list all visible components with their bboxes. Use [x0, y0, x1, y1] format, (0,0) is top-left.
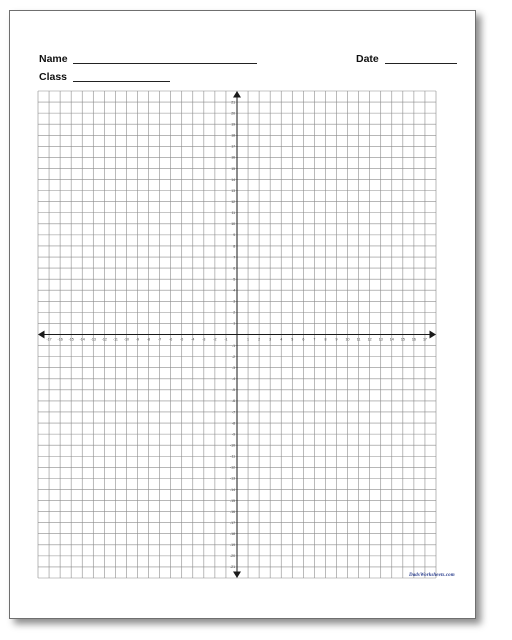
x-tick-label: -14	[79, 337, 85, 342]
x-axis-arrow-right	[430, 331, 437, 339]
y-tick-label: -4	[231, 377, 236, 382]
x-tick-label: 14	[389, 337, 394, 342]
y-tick-label: 2	[233, 310, 236, 315]
y-tick-label: -3	[231, 366, 236, 371]
y-tick-label: 10	[231, 222, 236, 227]
x-tick-label: -13	[90, 337, 96, 342]
x-tick-label: -1	[224, 337, 228, 342]
y-tick-label: 6	[233, 266, 236, 271]
x-tick-label: -2	[213, 337, 217, 342]
y-tick-label: 15	[231, 166, 236, 171]
x-tick-label: 11	[356, 337, 361, 342]
y-tick-label: 7	[233, 255, 236, 260]
x-tick-label: 15	[400, 337, 405, 342]
y-tick-label: -7	[231, 410, 236, 415]
x-tick-label: 13	[378, 337, 383, 342]
x-tick-label: 6	[302, 337, 305, 342]
x-tick-label: 8	[324, 337, 327, 342]
x-tick-label: -17	[46, 337, 52, 342]
x-tick-label: -16	[57, 337, 63, 342]
y-tick-label: -13	[229, 476, 236, 481]
y-tick-label: -8	[231, 421, 236, 426]
y-tick-label: -18	[229, 532, 236, 537]
y-tick-label: -12	[229, 465, 236, 470]
y-tick-label: 8	[233, 244, 236, 249]
worksheet-page	[9, 10, 476, 619]
y-tick-label: 9	[233, 233, 236, 238]
y-tick-label: 4	[233, 288, 236, 293]
x-tick-label: 16	[411, 337, 416, 342]
x-tick-label: 1	[247, 337, 250, 342]
x-tick-label: 7	[313, 337, 316, 342]
y-tick-label: -9	[231, 432, 236, 437]
y-axis-arrow-down	[233, 572, 241, 579]
y-tick-label: -11	[230, 454, 236, 459]
y-tick-label: -17	[229, 520, 236, 525]
y-tick-label: 5	[233, 277, 236, 282]
x-tick-label: -4	[191, 337, 195, 342]
y-tick-label: -21	[229, 565, 236, 570]
y-tick-label: -1	[231, 343, 236, 348]
y-tick-label: 18	[231, 133, 236, 138]
x-tick-label: -7	[158, 337, 162, 342]
y-tick-label: -5	[231, 388, 236, 393]
name-label: Name	[39, 53, 68, 65]
y-tick-label: -16	[229, 509, 236, 514]
y-tick-label: -6	[231, 399, 236, 404]
coordinate-plane	[10, 11, 475, 618]
x-tick-label: 10	[345, 337, 350, 342]
y-tick-label: -14	[229, 487, 236, 492]
y-tick-label: 16	[231, 155, 236, 160]
y-tick-label: -2	[231, 354, 236, 359]
x-tick-label: -9	[135, 337, 140, 342]
x-tick-label: 9	[335, 337, 338, 342]
y-tick-label: -10	[229, 443, 236, 448]
y-tick-label: -20	[229, 554, 236, 559]
x-tick-label: 17	[422, 337, 427, 342]
y-tick-label: 17	[231, 144, 236, 149]
x-tick-label: -3	[202, 337, 206, 342]
x-tick-label: -15	[68, 337, 74, 342]
y-tick-label: -15	[229, 498, 236, 503]
x-axis-arrow-left	[38, 331, 45, 339]
x-tick-label: 12	[367, 337, 372, 342]
date-label: Date	[356, 53, 379, 65]
x-tick-label: 3	[269, 337, 272, 342]
y-tick-label: 3	[233, 299, 236, 304]
y-tick-label: 12	[231, 199, 236, 204]
x-tick-label: 4	[280, 337, 283, 342]
x-tick-label: -10	[123, 337, 130, 342]
x-tick-label: -11	[112, 337, 118, 342]
x-tick-label: -6	[169, 337, 173, 342]
y-tick-label: 1	[233, 321, 236, 326]
y-axis-arrow-up	[233, 91, 241, 98]
y-tick-label: 20	[231, 111, 236, 116]
x-tick-label: 5	[291, 337, 294, 342]
x-tick-label: 2	[258, 337, 261, 342]
y-tick-label: 21	[231, 100, 236, 105]
class-label: Class	[39, 71, 68, 83]
x-tick-label: -8	[146, 337, 151, 342]
y-tick-label: 19	[231, 122, 236, 127]
y-tick-label: 11	[231, 211, 236, 216]
y-tick-label: -19	[229, 543, 236, 548]
x-tick-label: -5	[180, 337, 184, 342]
brand-logo: DadsWorksheets.com	[409, 573, 455, 578]
x-tick-label: -12	[101, 337, 107, 342]
y-tick-label: 13	[231, 188, 236, 193]
y-tick-label: 14	[231, 177, 236, 182]
